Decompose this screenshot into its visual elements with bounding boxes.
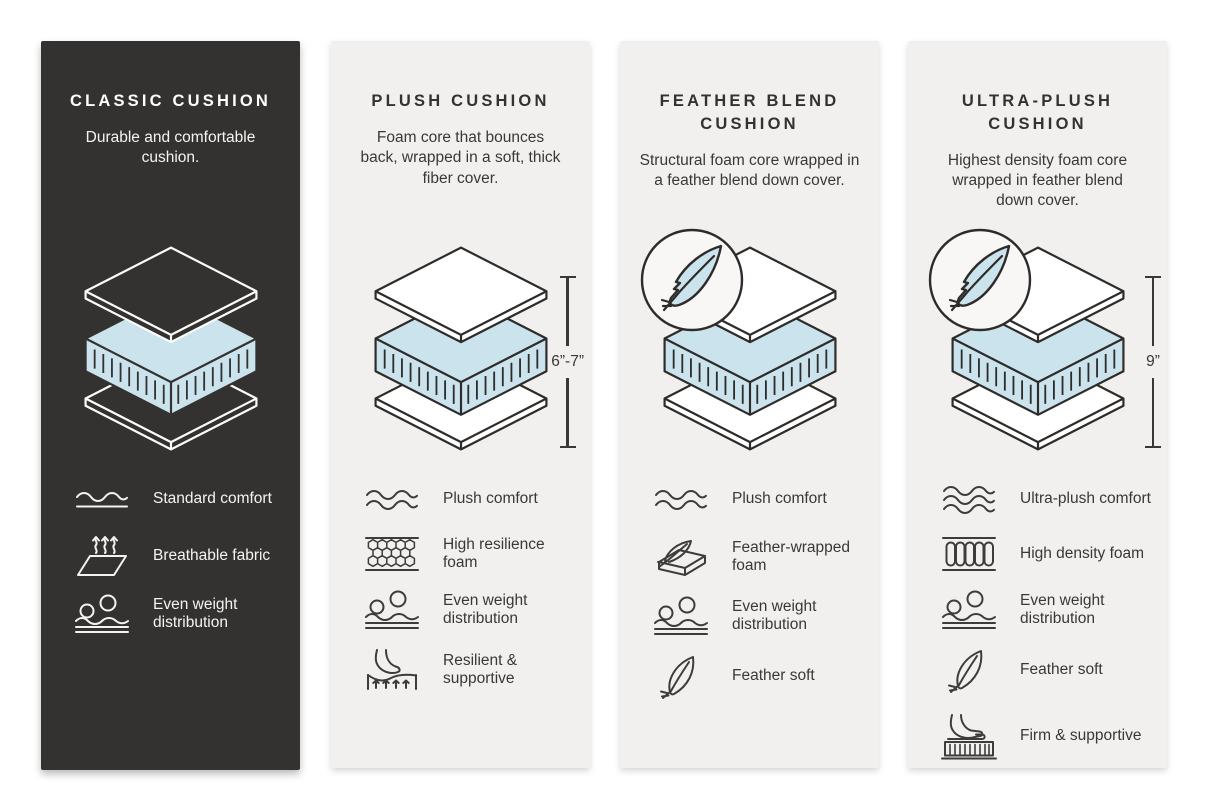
feature-item [73, 535, 290, 577]
feature-item [940, 647, 1157, 694]
thickness-measurement [551, 276, 584, 448]
density-foam-icon [940, 535, 998, 573]
feature-item [652, 653, 869, 700]
cushion-card-plush [331, 41, 590, 768]
thickness-value: 6”-7” [551, 353, 584, 370]
feature-item [940, 535, 1157, 573]
feature-label: Feather soft [1020, 661, 1103, 679]
card-description: Foam core that bounces back, wrapped in a soft, thick fiber cover. [360, 128, 561, 187]
feature-item [363, 647, 580, 693]
card-title: FEATHER BLEND CUSHION [659, 92, 840, 133]
cushion-layers-diagram [41, 244, 300, 462]
feature-item [363, 481, 580, 518]
feature-item [652, 535, 869, 579]
feather-icon [652, 653, 710, 700]
feature-label: Even weight distribution [732, 597, 817, 633]
card-description: Highest density foam core wrapped in feather blend down cover. [947, 151, 1128, 210]
card-description: Structural foam core wrapped in a feather blend down cover. [639, 151, 860, 189]
feather-badge-icon [926, 226, 1034, 334]
card-title: ULTRA-PLUSH CUSHION [961, 92, 1114, 133]
feature-list [652, 481, 869, 700]
feature-label: Feather soft [732, 667, 815, 685]
even-weight-icon [652, 596, 710, 636]
cushion-stack-illustration [71, 244, 271, 453]
feature-list [73, 481, 290, 634]
honeycomb-foam-icon [363, 535, 421, 573]
feature-label: High resilience foam [443, 535, 545, 571]
feature-item [652, 596, 869, 636]
feature-label: Firm & supportive [1020, 726, 1142, 744]
feature-label: High density foam [1020, 544, 1145, 562]
thickness-measurement [1145, 276, 1161, 448]
feature-item [940, 590, 1157, 630]
firm-support-icon [940, 711, 998, 761]
feature-item [363, 535, 580, 573]
feature-label: Plush comfort [443, 490, 538, 508]
thickness-value: 9” [1146, 353, 1160, 370]
feature-label: Even weight distribution [153, 595, 238, 631]
resilient-support-icon [363, 647, 421, 693]
wave-triple-icon [940, 485, 998, 515]
feature-label: Feather-wrapped foam [732, 538, 851, 574]
cushion-stack-illustration [361, 244, 561, 453]
feature-list [940, 481, 1157, 761]
wave-double-icon [363, 487, 421, 513]
feature-item [652, 481, 869, 518]
feather-badge-icon [638, 226, 746, 334]
feature-label: Standard comfort [153, 490, 272, 508]
feature-label: Even weight distribution [1020, 591, 1105, 627]
cushion-layers-diagram [908, 244, 1167, 462]
cushion-card-ultra-plush [908, 41, 1167, 768]
feature-item [73, 481, 290, 518]
cushion-layers-diagram [331, 244, 590, 462]
card-description: Durable and comfortable cushion. [85, 128, 256, 167]
feature-label: Plush comfort [732, 490, 827, 508]
cushion-card-feather-blend [620, 41, 879, 768]
card-title: CLASSIC CUSHION [69, 92, 272, 110]
feature-list [363, 481, 580, 693]
even-weight-icon [73, 594, 131, 634]
feature-label: Ultra-plush comfort [1020, 490, 1151, 508]
feature-item [940, 711, 1157, 761]
feature-label: Breathable fabric [153, 546, 271, 564]
even-weight-icon [363, 590, 421, 630]
cushion-card-classic [41, 41, 300, 770]
even-weight-icon [940, 590, 998, 630]
feature-item [940, 481, 1157, 518]
feather-icon [940, 647, 998, 694]
cushion-layers-diagram [620, 244, 879, 462]
wave-single-icon [73, 488, 131, 512]
feature-item [363, 590, 580, 630]
wave-double-icon [652, 487, 710, 513]
feather-wrapped-foam-icon [652, 535, 710, 579]
breathable-icon [73, 535, 131, 577]
feature-label: Even weight distribution [443, 591, 528, 627]
card-title: PLUSH CUSHION [371, 92, 550, 110]
feature-item [73, 594, 290, 634]
feature-label: Resilient & supportive [443, 651, 518, 687]
